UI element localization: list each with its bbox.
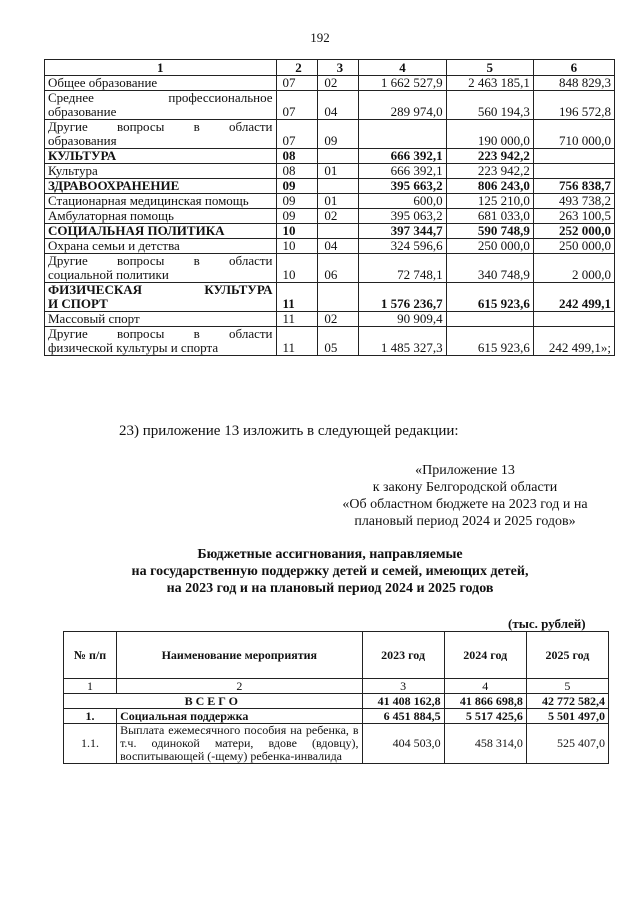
subsection-code: 04 (318, 91, 359, 120)
subsection-code: 01 (318, 164, 359, 179)
amount-2023: 666 392,1 (359, 149, 446, 164)
amount-2024: 250 000,0 (446, 239, 533, 254)
row-name-line: ФИЗИЧЕСКАЯ КУЛЬТУРА (48, 282, 273, 297)
amount-2023: 72 748,1 (359, 254, 446, 283)
row-name-line: Охрана семьи и детства (48, 238, 180, 253)
amount-2025: 196 572,8 (533, 91, 614, 120)
amount-2024 (446, 312, 533, 327)
row-name (45, 209, 277, 224)
row-name-line: СОЦИАЛЬНАЯ ПОЛИТИКА (48, 223, 225, 238)
row-name-line: И СПОРТ (48, 296, 108, 311)
amount-2024: 125 210,0 (446, 194, 533, 209)
header-cell: 2024 год (444, 632, 526, 679)
row-name-line: Массовый спорт (48, 311, 140, 326)
amount-2024: 560 194,3 (446, 91, 533, 120)
total-label: ВСЕГО (64, 694, 363, 709)
amount-2023: 1 485 327,3 (359, 327, 446, 356)
total-2023: 41 408 162,8 (362, 694, 444, 709)
header-cell: 1 (45, 60, 277, 76)
column-number-row (64, 679, 609, 694)
table-row (45, 239, 615, 254)
title-line: на государственную поддержку детей и семей, имеющих детей, (131, 564, 529, 579)
amount-2024: 615 923,6 (446, 283, 533, 312)
section-code: 09 (276, 179, 318, 194)
row-name (45, 91, 277, 120)
total-2025: 42 772 582,4 (526, 694, 608, 709)
row-name-line: Другие вопросы в области (48, 119, 273, 134)
table-row (45, 164, 615, 179)
section-code: 08 (276, 149, 318, 164)
subsection-code (318, 283, 359, 312)
total-row (64, 694, 609, 709)
row-name-line: Культура (48, 163, 98, 178)
section-code: 10 (276, 224, 318, 239)
amount-2023: 90 909,4 (359, 312, 446, 327)
amount-2024: 806 243,0 (446, 179, 533, 194)
title-line: Бюджетные ассигнования, направляемые (197, 547, 463, 562)
header-cell: 2023 год (362, 632, 444, 679)
amount-2025: 263 100,5 (533, 209, 614, 224)
appendix-reference (320, 462, 610, 530)
column-number: 3 (362, 679, 444, 694)
table-row (45, 91, 615, 120)
header-cell: 2025 год (526, 632, 608, 679)
table-row (45, 76, 615, 91)
amount-2024: 5 517 425,6 (444, 709, 526, 724)
header-cell: № п/п (64, 632, 117, 679)
table-row (64, 709, 609, 724)
amount-2024: 2 463 185,1 (446, 76, 533, 91)
row-name: Выплата ежемесячного пособия на ребенка, в т.ч. одинокой матери, вдове (вдовцу), воспитывающей (-щему) ребенка-инвалида (117, 724, 362, 764)
row-name (45, 76, 277, 91)
amount-2025: 493 738,2 (533, 194, 614, 209)
row-name-line: образования (48, 133, 117, 148)
amount-2025: 252 000,0 (533, 224, 614, 239)
row-name-line: Другие вопросы в области (48, 326, 273, 341)
amount-2024: 615 923,6 (446, 327, 533, 356)
table-row (45, 179, 615, 194)
subsection-code: 04 (318, 239, 359, 254)
subsection-code: 05 (318, 327, 359, 356)
section-code: 10 (276, 254, 318, 283)
row-number: 1.1. (64, 724, 117, 764)
amount-2023: 324 596,6 (359, 239, 446, 254)
table-row (45, 209, 615, 224)
amount-2024: 590 748,9 (446, 224, 533, 239)
amount-2024: 190 000,0 (446, 120, 533, 149)
row-name-line: Стационарная медицинская помощь (48, 193, 249, 208)
row-name-line: ЗДРАВООХРАНЕНИЕ (48, 178, 180, 193)
amount-2025: 525 407,0 (526, 724, 608, 764)
budget-sections-table (44, 59, 615, 356)
row-name (45, 179, 277, 194)
appendix-line: плановый период 2024 и 2025 годов» (354, 514, 576, 529)
table-row (45, 149, 615, 164)
table-row (45, 283, 615, 312)
row-number: 1. (64, 709, 117, 724)
amount-2023: 395 063,2 (359, 209, 446, 224)
section-code: 08 (276, 164, 318, 179)
header-cell: Наименование мероприятия (117, 632, 362, 679)
amount-2023: 397 344,7 (359, 224, 446, 239)
row-name (45, 283, 277, 312)
row-name-line: социальной политики (48, 267, 169, 282)
header-cell: 3 (318, 60, 359, 76)
section-code: 11 (276, 327, 318, 356)
row-name (45, 239, 277, 254)
table-row (45, 120, 615, 149)
row-name-line: КУЛЬТУРА (48, 148, 117, 163)
amount-2023: 600,0 (359, 194, 446, 209)
amount-2025 (533, 164, 614, 179)
amount-2025: 710 000,0 (533, 120, 614, 149)
child-support-table (63, 631, 609, 764)
row-name (45, 254, 277, 283)
row-name-line: Общее образование (48, 75, 158, 90)
column-number: 2 (117, 679, 362, 694)
title-line: на 2023 год и на плановый период 2024 и 2025 годов (166, 581, 494, 596)
subsection-code: 02 (318, 76, 359, 91)
amount-2025: 2 000,0 (533, 254, 614, 283)
column-number: 1 (64, 679, 117, 694)
header-cell: 4 (359, 60, 446, 76)
subsection-code (318, 179, 359, 194)
amount-2024: 458 314,0 (444, 724, 526, 764)
row-name-line: Среднее профессиональное (48, 90, 273, 105)
table-row (45, 327, 615, 356)
row-name (45, 312, 277, 327)
amount-2023: 666 392,1 (359, 164, 446, 179)
document-title (100, 546, 560, 597)
page-number: 192 (310, 30, 330, 45)
amount-2025: 242 499,1»; (533, 327, 614, 356)
row-name (45, 327, 277, 356)
amount-2024: 223 942,2 (446, 149, 533, 164)
section-code: 07 (276, 120, 318, 149)
total-2024: 41 866 698,8 (444, 694, 526, 709)
subsection-code (318, 224, 359, 239)
table-header-row (64, 632, 609, 679)
column-number: 4 (444, 679, 526, 694)
amount-2023: 6 451 884,5 (362, 709, 444, 724)
row-name (45, 149, 277, 164)
table-row (45, 312, 615, 327)
section-code: 09 (276, 209, 318, 224)
subsection-code: 01 (318, 194, 359, 209)
amount-2025: 848 829,3 (533, 76, 614, 91)
amount-2025: 250 000,0 (533, 239, 614, 254)
row-name (45, 224, 277, 239)
amount-2025: 756 838,7 (533, 179, 614, 194)
table-header-row (45, 60, 615, 76)
amount-2023: 1 576 236,7 (359, 283, 446, 312)
appendix-line: «Приложение 13 (415, 463, 515, 478)
section-code: 07 (276, 91, 318, 120)
table-row (45, 254, 615, 283)
amount-2023 (359, 120, 446, 149)
table-row (45, 224, 615, 239)
table-row (45, 194, 615, 209)
column-number: 5 (526, 679, 608, 694)
amount-2023: 1 662 527,9 (359, 76, 446, 91)
header-cell: 2 (276, 60, 318, 76)
section-code: 11 (276, 283, 318, 312)
amount-2024: 681 033,0 (446, 209, 533, 224)
amount-2025 (533, 149, 614, 164)
intro-text: 23) приложение 13 изложить в следующей редакции: (119, 423, 459, 439)
amount-2025 (533, 312, 614, 327)
section-code: 09 (276, 194, 318, 209)
header-cell: 6 (533, 60, 614, 76)
amount-2023: 404 503,0 (362, 724, 444, 764)
amount-2024: 223 942,2 (446, 164, 533, 179)
header-cell: 5 (446, 60, 533, 76)
amount-2025: 242 499,1 (533, 283, 614, 312)
subsection-code: 02 (318, 312, 359, 327)
amount-2023: 395 663,2 (359, 179, 446, 194)
row-name: Социальная поддержка (117, 709, 362, 724)
section-code: 07 (276, 76, 318, 91)
row-name (45, 164, 277, 179)
row-name-line: физической культуры и спорта (48, 340, 219, 355)
appendix-line: к закону Белгородской области (372, 480, 558, 495)
appendix-line: «Об областном бюджете на 2023 год и на (342, 497, 588, 512)
amount-2023: 289 974,0 (359, 91, 446, 120)
section-code: 10 (276, 239, 318, 254)
section-code: 11 (276, 312, 318, 327)
units-label: (тыс. рублей) (508, 616, 586, 631)
amount-2024: 340 748,9 (446, 254, 533, 283)
subsection-code: 09 (318, 120, 359, 149)
subsection-code: 02 (318, 209, 359, 224)
row-name-line: Другие вопросы в области (48, 253, 273, 268)
amount-2025: 5 501 497,0 (526, 709, 608, 724)
subsection-code (318, 149, 359, 164)
row-name-line: Амбулаторная помощь (48, 208, 174, 223)
row-name (45, 194, 277, 209)
row-name-line: образование (48, 104, 117, 119)
table-row (64, 724, 609, 764)
row-name (45, 120, 277, 149)
subsection-code: 06 (318, 254, 359, 283)
